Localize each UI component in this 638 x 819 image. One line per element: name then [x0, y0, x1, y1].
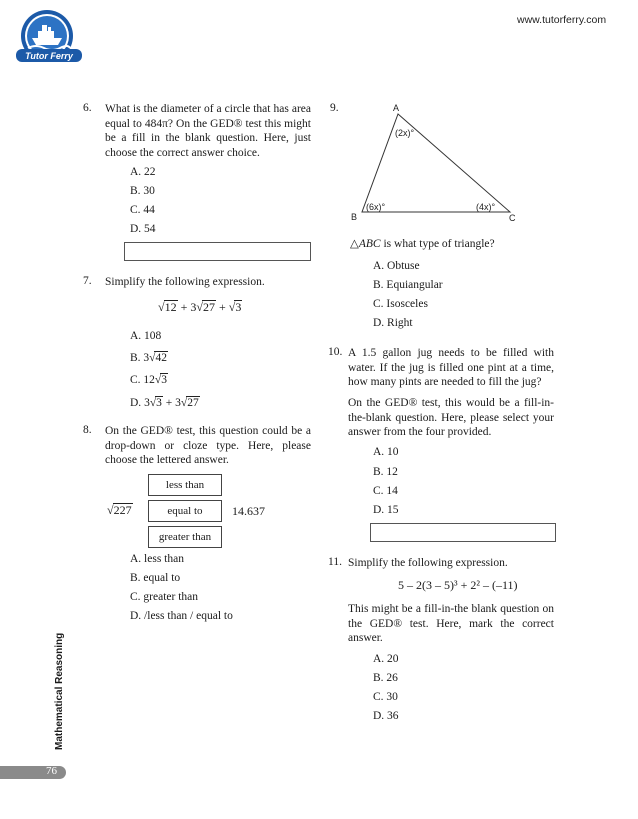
q8-text: On the GED® test, this question could be a drop-down or cloze type. Here, please choose the lettered answer.	[105, 425, 311, 467]
q8-dropdown-less-than[interactable]: less than	[148, 474, 222, 496]
q11-text: Simplify the following expression.	[348, 557, 508, 569]
q6-number: 6.	[83, 102, 92, 114]
angle-a-label: (2x)°	[395, 128, 415, 138]
q9-option-a[interactable]: A. Obtuse	[373, 260, 420, 272]
q7-option-b[interactable]: B. 3√42	[130, 352, 167, 364]
q6-text: What is the diameter of a circle that has area equal to 484π? On the GED® test this might be a fill in the blank question. Here, just choose the correct answer choice.	[105, 103, 311, 159]
q8-radical: √227	[107, 503, 132, 517]
q11-text-2: This might be a fill-in-the blank question on the GED® test. Here, mark the correct answer.	[348, 603, 554, 645]
q8-value: 14.637	[232, 504, 265, 518]
q7-text: Simplify the following expression.	[105, 276, 265, 288]
q9-option-d[interactable]: D. Right	[373, 317, 413, 329]
tutor-ferry-logo	[14, 8, 84, 66]
q10-text: A 1.5 gallon jug needs to be filled with water. If the jug is filled one pint at a time, how many pints are needed to fill the jug?	[348, 347, 554, 389]
q11-option-d[interactable]: D. 36	[373, 710, 399, 722]
q8-option-c[interactable]: C. greater than	[130, 591, 199, 603]
q10-answer-box[interactable]	[370, 523, 556, 542]
angle-c-label: (4x)°	[476, 202, 496, 212]
q9-text: △ABC is what type of triangle?	[350, 238, 495, 250]
q10-text-2: On the GED® test, this would be a fill-in-the-blank question. Here, please select your answer from the four provided.	[348, 397, 554, 439]
q6-option-a[interactable]: A. 22	[130, 166, 156, 178]
q6-option-b[interactable]: B. 30	[130, 185, 155, 197]
q7-expression: √12 + 3√27 + √3	[158, 300, 242, 314]
q8-dropdown-greater-than[interactable]: greater than	[148, 526, 222, 548]
q10-option-a[interactable]: A. 10	[373, 446, 399, 458]
section-label: Mathematical Reasoning	[54, 632, 65, 750]
q8-dropdown-equal-to[interactable]: equal to	[148, 500, 222, 522]
vertex-c-label: C	[509, 213, 516, 223]
q10-option-c[interactable]: C. 14	[373, 485, 398, 497]
q6-answer-box[interactable]	[124, 242, 311, 261]
q7-number: 7.	[83, 275, 92, 287]
triangle-shape	[362, 114, 510, 212]
q6-option-d[interactable]: D. 54	[130, 223, 156, 235]
q11-option-b[interactable]: B. 26	[373, 672, 398, 684]
angle-b-label: (6x)°	[366, 202, 386, 212]
q11-option-a[interactable]: A. 20	[373, 653, 399, 665]
q8-option-a[interactable]: A. less than	[130, 553, 184, 565]
q10-option-b[interactable]: B. 12	[373, 466, 398, 478]
q8-option-b[interactable]: B. equal to	[130, 572, 181, 584]
q11-option-c[interactable]: C. 30	[373, 691, 398, 703]
q6-option-c[interactable]: C. 44	[130, 204, 155, 216]
vertex-b-label: B	[351, 212, 358, 222]
site-url[interactable]: www.tutorferry.com	[517, 14, 607, 26]
q10-option-d[interactable]: D. 15	[373, 504, 399, 516]
q11-number: 11.	[328, 556, 342, 568]
logo-text: Tutor Ferry	[25, 51, 73, 61]
q11-expression: 5 – 2(3 – 5)³ + 2² – (–11)	[398, 578, 518, 592]
q9-number: 9.	[330, 102, 339, 114]
q10-number: 10.	[328, 346, 343, 358]
q7-option-a[interactable]: A. 108	[130, 330, 162, 342]
q9-option-b[interactable]: B. Equiangular	[373, 279, 443, 291]
page-number: 76	[46, 765, 57, 777]
q7-option-d[interactable]: D. 3√3 + 3√27	[130, 397, 199, 409]
q8-option-d[interactable]: D. /less than / equal to	[130, 610, 233, 622]
triangle-diagram	[340, 100, 530, 225]
q8-number: 8.	[83, 424, 92, 436]
q7-option-c[interactable]: C. 12√3	[130, 374, 167, 386]
vertex-a-label: A	[393, 103, 400, 113]
q9-option-c[interactable]: C. Isosceles	[373, 298, 428, 310]
